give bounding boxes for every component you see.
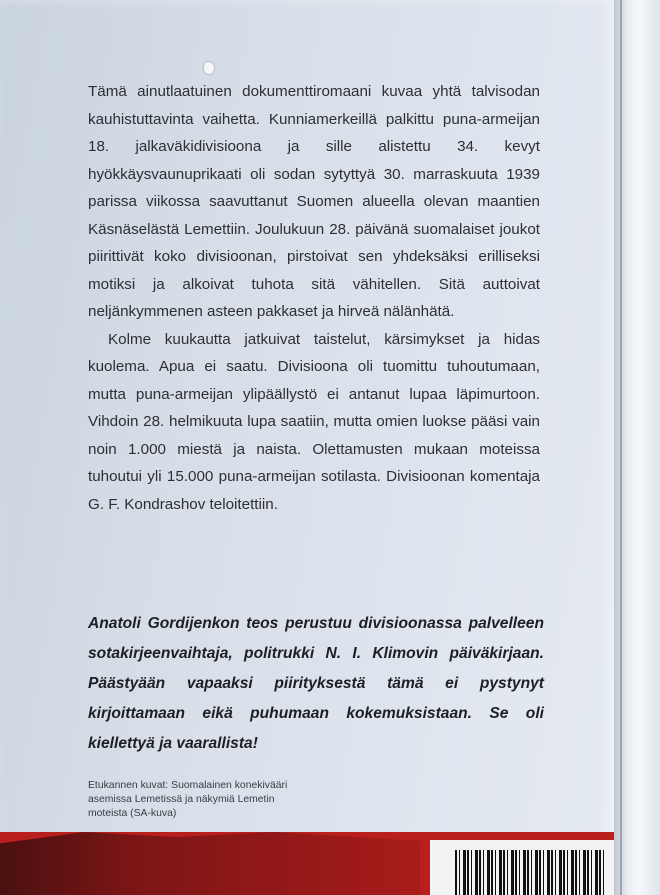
description-text — [88, 78, 540, 518]
cover-photo-caption: Etukannen kuvat: Suomalainen konekivääri asemissa Lemetissä ja näkymiä Lemetin moteista (SA-kuva) — [88, 780, 288, 819]
description-paragraph-1: Tämä ainutlaatuinen dokumenttiromaani kuvaa yhtä talvisodan kauhistuttavinta vaihetta. Kunniamerkeillä palkittu puna-armeijan 18. jalkaväkidivisioona ja sille alistettu 34. kevyt hyökkäysvaunuprikaati oli sodan sytyttyä 30. marraskuuta 1939 parissa viikossa saavuttanut Suomen alueella olevan maantien Käsnäselästä Lemettiin. Joulukuun 28. päivänä suomalaiset joukot piirittivät koko divisioonan, pirstoivat sen yhdeksäksi erilliseksi motiksi ja alkoivat tuhota sitä vähitellen. Sitä auttoivat neljänkymmenen asteen pakkaset ja hirveä nälänhätä. — [88, 83, 540, 320]
description-paragraph-2: Kolme kuukautta jatkuivat taistelut, kärsimykset ja hidas kuolema. Apua ei saatu. Divisioona oli tuomittu tuhoutumaan, mutta puna-armeijan ylipäällystö ei antanut lupaa läpimurtoon. Vihdoin 28. helmikuuta lupa saatiin, mutta omien luokse pääsi vain noin 1.000 miestä ja naista. Olettamusten mukaan moteissa tuhoutui yli 15.000 puna-armeijan sotilasta. Divisioonan komentaja G. F. Kondrashov teloitettiin. — [88, 330, 540, 513]
author-note: Anatoli Gordijenkon teos perustuu divisioonassa palvelleen sotakirjeenvaihtaja, politrukki N. I. Klimovin päiväkirjaan. Päästyään vapaaksi piirityksestä tämä ei pystynyt kirjoittamaan eikä puhumaan kokemuksistaan. Se oli kiellettyä ja vaarallista! — [88, 615, 544, 752]
cover-blemish — [204, 62, 214, 74]
barcode-icon — [455, 850, 605, 895]
spine-edge — [620, 0, 622, 895]
red-band-shadow — [0, 832, 420, 895]
